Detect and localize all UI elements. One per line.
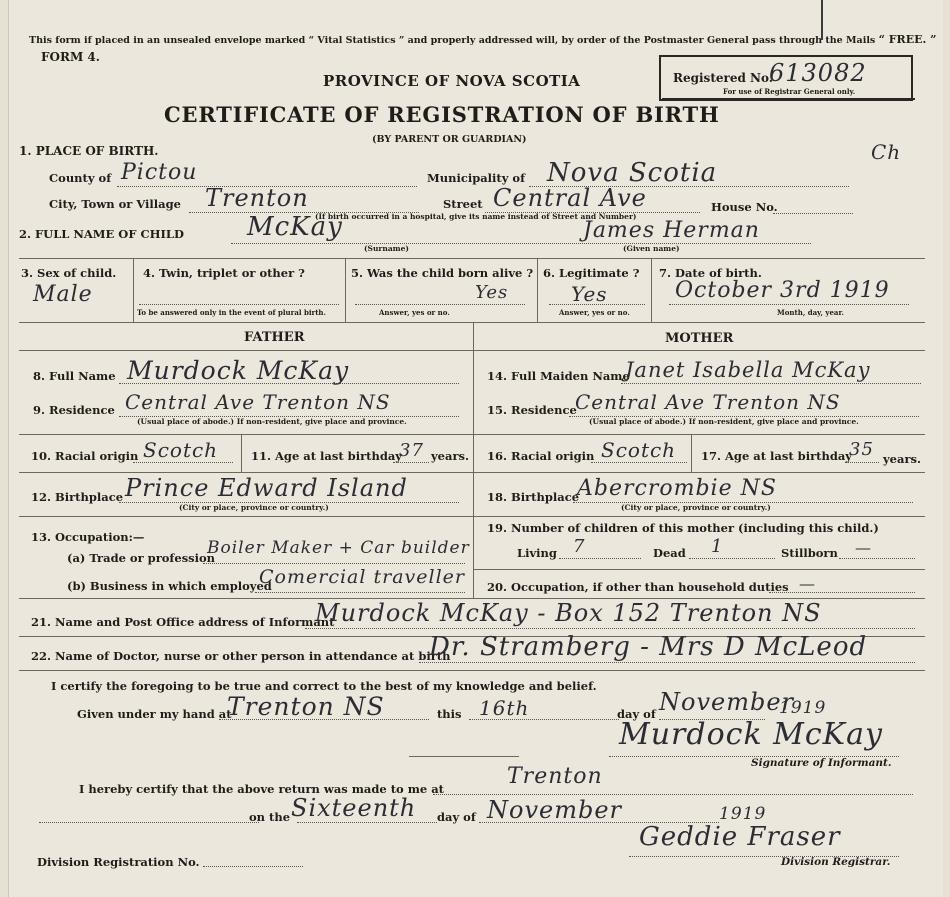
living-label: Living xyxy=(517,546,557,560)
mother-age-value: 35 xyxy=(849,439,874,460)
mail-notice xyxy=(29,33,936,46)
stillborn-line xyxy=(839,558,915,559)
city-label: City, Town or Village xyxy=(49,197,181,211)
father-business-line xyxy=(255,592,465,593)
father-racial-line xyxy=(133,462,233,463)
father-age-value: 37 xyxy=(399,440,424,461)
father-res-value: Central Ave Trenton NS xyxy=(125,390,391,414)
alive-label: 5. Was the child born alive ? xyxy=(351,266,534,280)
certificate-subtitle: (BY PARENT OR GUARDIAN) xyxy=(372,134,527,145)
father-business-label: (b) Business in which employed xyxy=(67,579,272,593)
street-value: Central Ave xyxy=(493,184,647,212)
father-bp-label: 12. Birthplace xyxy=(31,490,124,504)
mother-bp-label: 18. Birthplace xyxy=(487,490,580,504)
father-age-years: years. xyxy=(431,449,469,463)
registrar-lead-line xyxy=(39,822,259,823)
father-res-border xyxy=(19,434,473,435)
house-label: House No. xyxy=(711,200,778,214)
mother-res-note: (Usual place of abode.) If non-resident, give place and province. xyxy=(589,417,859,426)
registrar-statement: I hereby certify that the above return was made to me at xyxy=(79,782,444,796)
informant-value: Murdock McKay - Box 152 Trenton NS xyxy=(315,599,822,627)
living-value: 7 xyxy=(573,536,586,557)
sex-value: Male xyxy=(33,282,93,307)
registrar-place-line xyxy=(433,794,913,795)
father-name-label: 8. Full Name xyxy=(33,369,116,383)
informant-label: 21. Name and Post Office address of Informant xyxy=(31,615,335,629)
twin-note: To be answered only in the event of plural birth. xyxy=(137,308,326,317)
center-rule xyxy=(409,756,519,757)
father-heading: FATHER xyxy=(244,330,305,345)
mother-racial-value: Scotch xyxy=(601,438,677,462)
place-of-birth-heading: 1. PLACE OF BIRTH. xyxy=(19,144,159,158)
house-line xyxy=(773,213,853,214)
father-trade-label: (a) Trade or profession xyxy=(67,551,216,565)
child-surname-value: McKay xyxy=(247,212,343,242)
father-racial-value: Scotch xyxy=(143,438,219,462)
father-trade-value: Boiler Maker + Car builder xyxy=(207,538,470,558)
alive-line xyxy=(355,304,525,305)
legit-label: 6. Legitimate ? xyxy=(543,266,640,280)
mail-notice-text: This form if placed in an unsealed envelope marked “ Vital Statistics ” and properly addressed will, by order of the Postmaster General pass through the Mails xyxy=(29,35,876,46)
registrar-signature: Geddie Fraser xyxy=(639,822,841,852)
father-occ-label: 13. Occupation:— xyxy=(31,530,145,544)
father-age-label: 11. Age at last birthday xyxy=(251,449,402,463)
given-caption: (Given name) xyxy=(623,244,680,253)
father-business-value: Comercial traveller xyxy=(259,566,465,588)
father-bp-value: Prince Edward Island xyxy=(125,474,408,502)
father-bp-note: (City or place, province or country.) xyxy=(179,503,329,512)
informant-signature: Murdock McKay xyxy=(619,717,883,752)
parents-heading-border xyxy=(19,350,925,351)
row3-bottom-border xyxy=(19,322,925,323)
informant-signature-label: Signature of Informant. xyxy=(751,757,892,769)
mother-racial-border xyxy=(473,472,925,473)
father-age-line xyxy=(393,462,429,463)
given-year-value: 1919 xyxy=(779,698,827,718)
dob-note: Month, day, year. xyxy=(777,308,844,317)
registrar-month-value: November xyxy=(487,796,623,824)
certificate-sheet xyxy=(8,0,943,897)
certificate-title: CERTIFICATE OF REGISTRATION OF BIRTH xyxy=(164,102,720,127)
father-name-value: Murdock McKay xyxy=(127,356,350,385)
doctor-label: 22. Name of Doctor, nurse or other person in attendance at birth xyxy=(31,649,451,663)
mother-bp-border xyxy=(473,516,925,517)
hospital-note: (If birth occurred in a hospital, give its name instead of Street and Number) xyxy=(315,212,637,221)
father-res-note: (Usual place of abode.) If non-resident, give place and province. xyxy=(137,417,407,426)
registrar-dayof-label: day of xyxy=(437,810,476,824)
city-value: Trenton xyxy=(205,184,309,212)
mother-bp-note: (City or place, province or country.) xyxy=(621,503,771,512)
child-name-line xyxy=(231,243,811,244)
street-label: Street xyxy=(443,197,483,211)
given-dayof-label: day of xyxy=(617,707,656,721)
mother-bp-value: Abercrombie NS xyxy=(577,476,777,501)
mother-res-value: Central Ave Trenton NS xyxy=(575,390,841,414)
mother-occ-line xyxy=(769,592,915,593)
mother-children-border xyxy=(473,569,925,570)
stillborn-label: Stillborn xyxy=(781,546,838,560)
dead-label: Dead xyxy=(653,546,686,560)
dob-label: 7. Date of birth. xyxy=(659,266,762,280)
given-day-value: 16th xyxy=(479,696,530,720)
dead-line xyxy=(689,558,775,559)
division-registration-label: Division Registration No. xyxy=(37,855,200,869)
division-registration-line xyxy=(203,866,303,867)
pencil-mark xyxy=(821,0,823,40)
legit-note: Answer, yes or no. xyxy=(559,308,630,317)
parents-divider xyxy=(473,322,474,598)
child-given-value: James Herman xyxy=(583,218,760,243)
mother-age-label: 17. Age at last birthday xyxy=(701,449,852,463)
mother-racial-label: 16. Racial origin xyxy=(487,449,595,463)
mother-res-label: 15. Residence xyxy=(487,403,577,417)
form-number: FORM 4. xyxy=(41,50,100,64)
father-trade-line xyxy=(203,563,465,564)
surname-caption: (Surname) xyxy=(364,244,409,253)
registrar-day-value: Sixteenth xyxy=(291,794,417,822)
stillborn-value: — xyxy=(855,538,872,557)
child-name-label: 2. FULL NAME OF CHILD xyxy=(19,227,184,241)
given-month-value: November xyxy=(659,688,795,716)
legit-value: Yes xyxy=(571,282,608,306)
row3-divider-3 xyxy=(537,258,538,322)
registered-box-shadow xyxy=(662,98,915,100)
county-label: County of xyxy=(49,171,112,185)
sex-label: 3. Sex of child. xyxy=(21,266,117,280)
mother-racial-line xyxy=(591,462,687,463)
given-label: Given under my hand at xyxy=(77,707,232,721)
mother-occ-label: 20. Occupation, if other than household duties xyxy=(487,580,789,594)
row3-divider-4 xyxy=(651,258,652,322)
registered-number: 613082 xyxy=(769,59,867,87)
mother-age-years: years. xyxy=(883,452,921,466)
informant-line xyxy=(305,628,915,629)
mother-name-line xyxy=(621,383,921,384)
mother-occ-value: — xyxy=(799,574,816,593)
father-racial-border xyxy=(19,472,473,473)
mother-res-border xyxy=(473,434,925,435)
mail-notice-free: “ FREE. ” xyxy=(878,33,937,46)
mother-children-label: 19. Number of children of this mother (including this child.) xyxy=(487,521,879,535)
father-bp-border xyxy=(19,516,473,517)
dob-value: October 3rd 1919 xyxy=(675,278,890,303)
father-res-label: 9. Residence xyxy=(33,403,115,417)
corner-mark: Ch xyxy=(871,140,902,164)
father-age-divider xyxy=(241,434,242,472)
registrar-day-line xyxy=(297,822,437,823)
registrar-signature-label: Division Registrar. xyxy=(781,856,891,868)
certify-statement: I certify the foregoing to be true and correct to the best of my knowledge and belief. xyxy=(51,679,597,693)
mother-age-line xyxy=(845,462,879,463)
dead-value: 1 xyxy=(711,536,724,557)
mother-name-value: Janet Isabella McKay xyxy=(625,358,871,382)
alive-note: Answer, yes or no. xyxy=(379,308,450,317)
father-racial-label: 10. Racial origin xyxy=(31,449,139,463)
doctor-bottom-border xyxy=(19,670,925,671)
row3-divider-1 xyxy=(133,258,134,322)
given-this-label: this xyxy=(437,707,462,721)
mother-age-divider xyxy=(691,434,692,472)
mother-heading: MOTHER xyxy=(665,331,734,346)
row3-top-border xyxy=(19,258,925,259)
alive-value: Yes xyxy=(475,282,509,303)
registered-label: Registered No. xyxy=(673,71,773,85)
dob-line xyxy=(669,304,909,305)
province-title: PROVINCE OF NOVA SCOTIA xyxy=(323,72,581,90)
doctor-line xyxy=(419,662,915,663)
municipality-label: Municipality of xyxy=(427,171,526,185)
mother-name-label: 14. Full Maiden Name xyxy=(487,369,630,383)
registrar-use-note: For use of Registrar General only. xyxy=(723,87,856,96)
row3-divider-2 xyxy=(345,258,346,322)
registrar-year-value: 1919 xyxy=(719,804,767,824)
living-line xyxy=(559,558,641,559)
registrar-on-label: on the xyxy=(249,810,291,824)
given-place-value: Trenton NS xyxy=(227,692,385,721)
doctor-value: Dr. Stramberg - Mrs D McLeod xyxy=(429,632,868,662)
registered-box xyxy=(659,55,913,101)
county-value: Pictou xyxy=(121,160,198,185)
registrar-place-value: Trenton xyxy=(507,764,603,789)
twin-label: 4. Twin, triplet or other ? xyxy=(143,266,305,280)
twin-line xyxy=(139,304,339,305)
municipality-value: Nova Scotia xyxy=(547,158,718,188)
